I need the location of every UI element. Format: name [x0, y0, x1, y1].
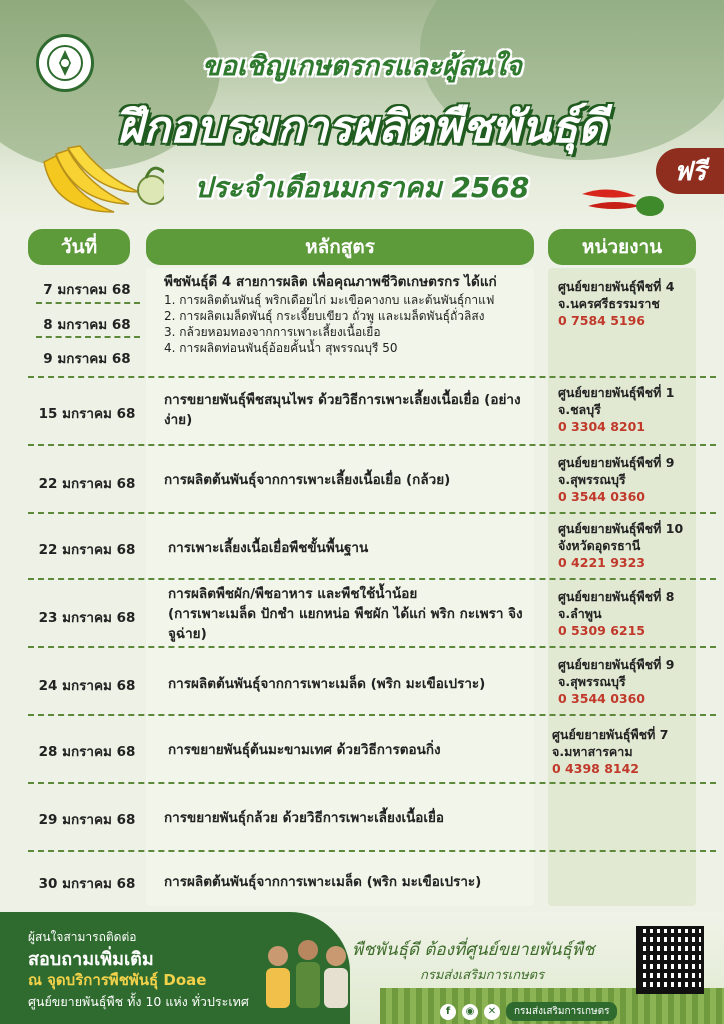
column-header-date: วันที่	[28, 229, 130, 265]
invite-heading: ขอเชิญเกษตรกรและผู้สนใจ	[202, 51, 522, 82]
table-row	[28, 852, 716, 910]
slogan: พืชพันธุ์ดี ต้องที่ศูนย์ขยายพันธุ์พืช	[352, 940, 595, 960]
contact-intro: ผู้สนใจสามารถติดต่อ	[28, 930, 137, 944]
course-item: 4. การผลิตท่อนพันธุ์อ้อยคั้นน้ำ สุพรรณบุรี 50	[164, 341, 398, 355]
free-badge: ฟรี	[656, 148, 724, 194]
date-cell: 24 มกราคม 68	[38, 678, 136, 694]
unit-phone[interactable]: 0 5309 6215	[558, 623, 645, 638]
contact-heading: สอบถามเพิ่มเติม	[28, 949, 154, 970]
unit-province: จ.สุพรรณบุรี	[558, 472, 626, 487]
course-title: การเพาะเลี้ยงเนื้อเยื่อพืชขั้นพื้นฐาน	[168, 540, 369, 556]
table-row	[28, 268, 716, 378]
date-cell: 8 มกราคม 68	[43, 317, 131, 333]
farmers-illustration	[248, 934, 358, 1024]
unit-cell	[558, 278, 718, 329]
main-title: ฝึกอบรมการผลิตพืชพันธุ์ดี	[117, 102, 607, 153]
brand-label[interactable]: กรมส่งเสริมการเกษตร	[506, 1002, 617, 1021]
unit-name: ศูนย์ขยายพันธุ์พืชที่ 10	[558, 521, 684, 536]
unit-phone[interactable]: 0 3544 0360	[558, 489, 645, 504]
date-divider	[36, 336, 140, 338]
course-title: พืชพันธุ์ดี 4 สายการผลิต เพื่อคุณภาพชีวิตเกษตรกร ได้แก่	[164, 274, 497, 290]
unit-cell	[558, 384, 718, 435]
facebook-icon[interactable]: f	[440, 1004, 456, 1020]
unit-name: ศูนย์ขยายพันธุ์พืชที่ 9	[558, 657, 675, 672]
table-row	[28, 716, 716, 784]
date-cell: 9 มกราคม 68	[43, 351, 131, 367]
course-cell	[164, 272, 544, 356]
social-links	[440, 1002, 617, 1021]
date-cell: 30 มกราคม 68	[38, 876, 136, 892]
unit-name: ศูนย์ขยายพันธุ์พืชที่ 8	[558, 589, 675, 604]
unit-province: จ.นครศรีธรรมราช	[558, 296, 660, 311]
unit-phone[interactable]: 0 4221 9323	[558, 555, 645, 570]
unit-cell	[558, 656, 718, 707]
course-title: การขยายพันธุ์พืชสมุนไพร ด้วยวิธีการเพาะเลี้ยงเนื้อเยื่อ (อย่างง่าย)	[164, 392, 521, 428]
course-title: การขยายพันธุ์ต้นมะขามเทศ ด้วยวิธีการตอนกิ่ง	[168, 742, 441, 758]
date-divider	[36, 302, 140, 304]
centers-note: ศูนย์ขยายพันธุ์พืช ทั้ง 10 แห่ง ทั่วประเทศ	[28, 994, 249, 1009]
unit-province: จ.มหาสารคาม	[552, 744, 633, 759]
course-title: การผลิตพืชผัก/พืชอาหาร และพืชใช้น้ำน้อย	[168, 586, 418, 602]
unit-province: จ.ชลบุรี	[558, 402, 601, 417]
unit-phone[interactable]: 0 3304 8201	[558, 419, 645, 434]
date-cell: 7 มกราคม 68	[43, 282, 131, 298]
unit-name: ศูนย์ขยายพันธุ์พืชที่ 7	[552, 727, 669, 742]
table-row	[28, 378, 716, 446]
unit-cell	[552, 726, 712, 777]
date-cell: 15 มกราคม 68	[38, 406, 136, 422]
table-row	[28, 580, 716, 648]
unit-cell	[558, 588, 718, 639]
course-title: การผลิตต้นพันธุ์จากการเพาะเลี้ยงเนื้อเยื่อ (กล้วย)	[164, 472, 451, 488]
unit-cell	[558, 520, 718, 571]
table-row	[28, 648, 716, 716]
course-detail: (การเพาะเมล็ด ปักชำ แยกหน่อ พืชผัก ได้แก่ พริก กะเพรา จิงจูฉ่าย)	[168, 606, 523, 642]
x-icon[interactable]: ✕	[484, 1004, 500, 1020]
course-title: การขยายพันธุ์กล้วย ด้วยวิธีการเพาะเลี้ยงเนื้อเยื่อ	[164, 810, 445, 826]
unit-name: ศูนย์ขยายพันธุ์พืชที่ 1	[558, 385, 675, 400]
table-row	[28, 514, 716, 580]
course-item: 3. กล้วยหอมทองจากการเพาะเลี้ยงเนื้อเยื่อ	[164, 325, 381, 339]
qr-code[interactable]	[636, 926, 704, 994]
hero-banner	[0, 0, 724, 225]
table-row	[28, 784, 716, 852]
unit-province: จ.สุพรรณบุรี	[558, 674, 626, 689]
unit-phone[interactable]: 0 3544 0360	[558, 691, 645, 706]
unit-name: ศูนย์ขยายพันธุ์พืชที่ 4	[558, 279, 675, 294]
course-title: การผลิตต้นพันธุ์จากการเพาะเมล็ด (พริก มะเขือเปราะ)	[164, 874, 482, 890]
date-cell: 22 มกราคม 68	[38, 542, 136, 558]
date-cell: 22 มกราคม 68	[38, 476, 136, 492]
department-signature: กรมส่งเสริมการเกษตร	[420, 968, 545, 983]
footer	[0, 912, 724, 1024]
month-subtitle: ประจำเดือนมกราคม 2568	[194, 171, 530, 204]
column-header-unit: หน่วยงาน	[548, 229, 696, 265]
course-item: 2. การผลิตเมล็ดพันธุ์ กระเจี๊ยบเขียว ถั่วพู และเมล็ดพันธุ์ถั่วลิสง	[164, 309, 485, 323]
unit-province: จ.ลำพูน	[558, 606, 602, 621]
table-row	[28, 446, 716, 514]
unit-cell	[558, 454, 718, 505]
date-cell: 29 มกราคม 68	[38, 812, 136, 828]
line-icon[interactable]: ◉	[462, 1004, 478, 1020]
unit-phone[interactable]: 0 4398 8142	[552, 761, 639, 776]
column-header-course: หลักสูตร	[146, 229, 534, 265]
course-cell	[168, 584, 528, 644]
date-cell: 23 มกราคม 68	[38, 610, 136, 626]
course-title: การผลิตต้นพันธุ์จากการเพาะเมล็ด (พริก มะเขือเปราะ)	[168, 676, 486, 692]
unit-name: ศูนย์ขยายพันธุ์พืชที่ 9	[558, 455, 675, 470]
unit-phone[interactable]: 0 7584 5196	[558, 313, 645, 328]
date-cell: 28 มกราคม 68	[38, 744, 136, 760]
unit-province: จังหวัดอุดรธานี	[558, 538, 641, 553]
service-point: ณ จุดบริการพืชพันธุ์ Doae	[28, 971, 207, 989]
course-item: 1. การผลิตต้นพันธุ์ พริกเดือยไก่ มะเขือคางกบ และต้นพันธุ์กาแฟ	[164, 293, 495, 307]
